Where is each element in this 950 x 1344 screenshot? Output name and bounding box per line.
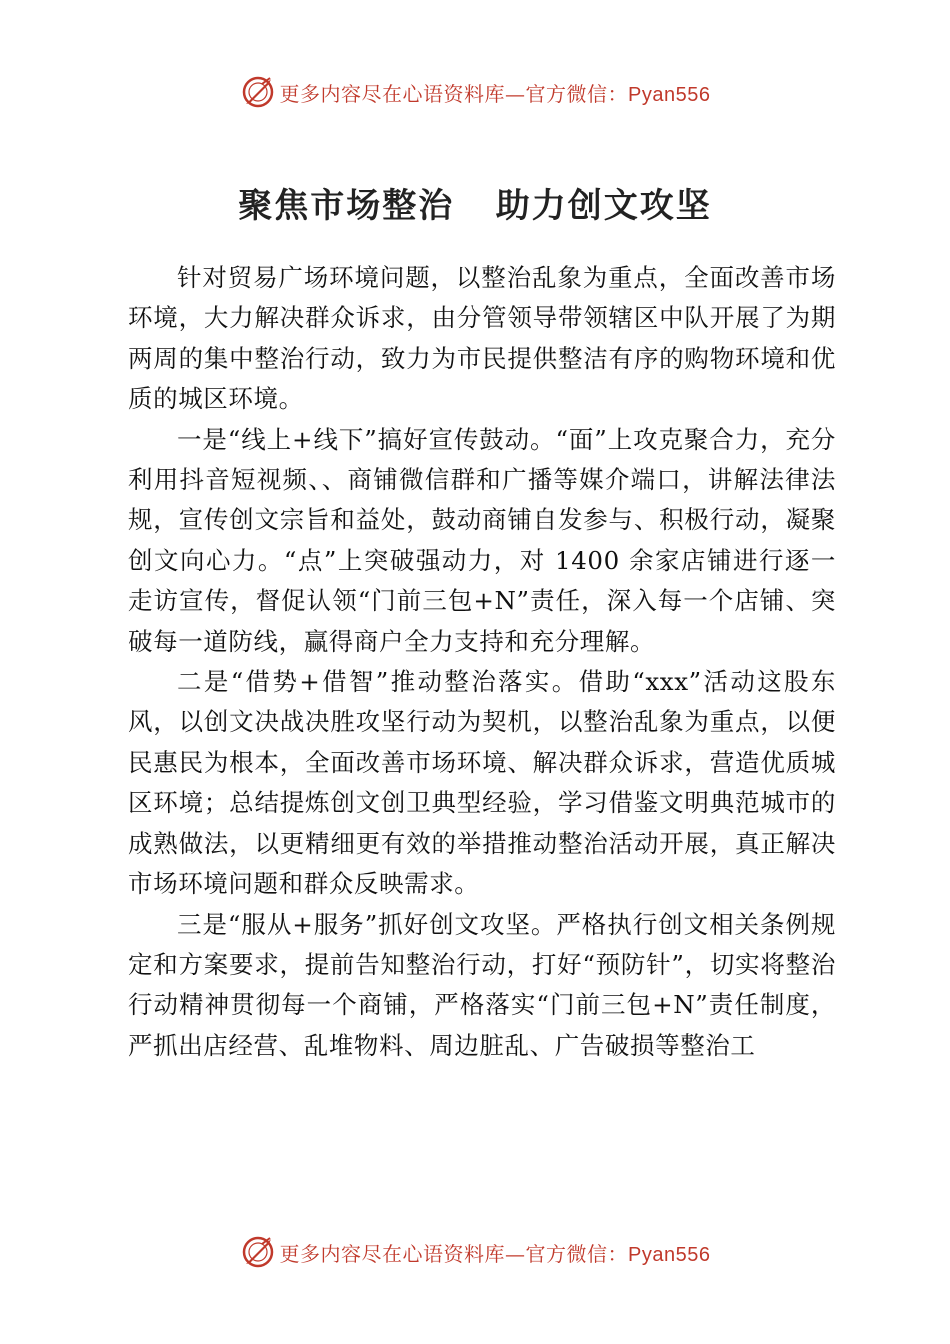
- watermark-label: 更多内容尽在心语资料库—官方微信：: [279, 81, 629, 106]
- wechat-id: Pyan556: [628, 83, 711, 106]
- quill-pen-circle-icon: [240, 1234, 276, 1270]
- wechat-id: Pyan556: [628, 1243, 711, 1266]
- watermark-label: 更多内容尽在心语资料库—官方微信：: [279, 1241, 629, 1266]
- watermark-text: [280, 78, 711, 107]
- document-title: 聚焦市场整治 助力创文攻坚: [238, 186, 712, 226]
- paragraph-compliance-service: 三是“服从+服务”抓好创文攻坚。严格执行创文相关条例规定和方案要求，提前告知整治行动，打好“预防针”，切实将整治行动精神贯彻每一个商铺，严格落实“门前三包+N”责任制度，严抓出店经营、乱堆物料、周边脏乱、广告破损等整治工: [128, 909, 836, 1060]
- header-watermark: [0, 72, 950, 112]
- paragraph-intro: 针对贸易广场环境问题，以整治乱象为重点，全面改善市场环境，大力解决群众诉求，由分管领导带领辖区中队开展了为期两周的集中整治行动，致力为市民提供整洁有序的购物环境和优质的城区环境。: [128, 263, 836, 414]
- watermark-text: [280, 1238, 711, 1267]
- paragraph-online-offline: 一是“线上+线下”搞好宣传鼓动。“面”上攻克聚合力，充分利用抖音短视频、、商铺微信群和广播等媒介端口，讲解法律法规，宣传创文宗旨和益处，鼓动商铺自发参与、积极行动，凝聚创文向心力。“点”上突破强动力，对 1400 余家店铺进行逐一走访宣传，督促认领“门前三包+N”责任，深入每一个店铺、突破每一道防线，赢得商户全力支持和充分理解。: [128, 424, 836, 656]
- document-body: [128, 258, 836, 1066]
- paragraph-momentum-wisdom: 二是“借势+借智”推动整治落实。借助“xxx”活动这股东风，以创文决战决胜攻坚行动为契机，以整治乱象为重点，以便民惠民为根本，全面改善市场环境、解决群众诉求，营造优质城区环境；总结提炼创文创卫典型经验，学习借鉴文明典范城市的成熟做法，以更精细更有效的举措推动整治活动开展，真正解决市场环境问题和群众反映需求。: [128, 667, 836, 899]
- quill-pen-circle-icon: [240, 74, 276, 110]
- footer-watermark: [0, 1232, 950, 1272]
